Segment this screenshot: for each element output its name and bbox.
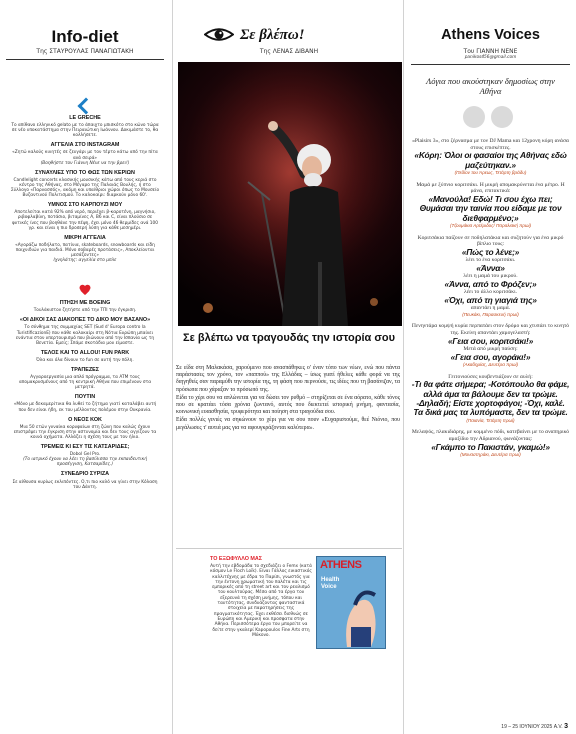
item-title: ΤΡΑΠΕΖΕΣ — [71, 367, 99, 373]
item-candlelight — [10, 171, 160, 198]
item-title: «ΟΙ ΔΙΚΟΙ ΣΑΣ ΔΙΑΚΟΠΕΣ ΤΟ ΔΙΚΟ ΜΟΥ ΒΑΣΑΝΟ» — [19, 317, 151, 324]
title-rule — [6, 59, 164, 60]
voice-source: (Πευκάκι, Παρασκευή πρωί) — [462, 311, 519, 317]
item-text: Σε αίθουσα κυρίως εκλιπόντες. Ο,τι πιο καλό να γίνει στην Κόλαση του Δάντη. — [12, 479, 158, 490]
voice-quote: -Τι θα φάτε σήμερα; -Κοτόπουλο θα φάμε, αλλά άμα τα βάλουμε δεν τα τρώμε. -Δηλαδή; Είστε χορτοφάγοι; -Όχι, καλέ. Τα δικά μας τα λυπόμαστε, δεν τα τρώμε. — [411, 379, 570, 418]
athens-voices-title: Athens Voices — [441, 27, 540, 43]
item-banks — [10, 368, 160, 390]
voice-lead: λέει η μαμά του μικρού. — [463, 273, 518, 280]
article-headline: Σε βλέπω να τραγουδάς την ιστορία σου — [182, 332, 396, 344]
voice-quote: «Κόρη: Όλοι οι φασαίοι της Αθήνας εδώ μαζεύτηκαν.» — [414, 150, 567, 170]
voice-quote: «Πώς το λένε;» — [461, 246, 520, 257]
voice-lead: Μετά από μικρή παύση: — [463, 345, 518, 352]
voice-item-5 — [411, 374, 570, 425]
article-paragraph: Σε είδα στη Μαλακάσα, χαρούμενο που ανασπάθηκες ο' έναν τόπο των νέων, ενώ που πάντα παράστασες τον χρόνο, τον «παππού» της Ελλάδας – ίσως γιατί ήθελες κάθε φορά να της διηγηθείς σαν παραμύθι την ιστορία της, τη φάση που περνούσε, τις ιδέες που τη βασάνιζαν, τα πρόσωπα που χάραξαν το πρόσωπό της. — [176, 365, 400, 393]
cover-artwork — [337, 587, 383, 647]
item-text: Το απίθανο ελληνικό gelato με το άπαιχτο μπισκότο στο κώνο τώρα σε νέο υποκατάστημα στην Πειραιώτικη Ιωάννου. Δοκιμάστε το, θα κολλήσετε. — [11, 123, 159, 139]
item-source: Ιχνηλάτης: αγγελία στο μπλε — [53, 258, 117, 264]
se-vlepo-title: Σε βλέπω! — [240, 27, 305, 43]
item-text: «Αγοράζω ποδήλατο, πατίνια, skateboards, snowboards και είδη παιχνιδιών για παιδιά. Μόνο σοβαρές προτάσεις», Αποκλείονται μεσάζοντες» — [15, 242, 155, 258]
column-divider-right — [403, 0, 404, 734]
item-title: ΜΙΚΡΗ ΑΓΓΕΛΙΑ — [64, 234, 106, 241]
voice-quote: «Μανούλα! Εδώ! Τι σου έχω πει; Θυμάσαι την ταινία που είδαμε με τον διεθφαρμένο;» — [419, 193, 562, 223]
voice-source: (Ακαδημίας, Δευτέρα πρωί) — [462, 361, 519, 367]
item-title: ΤΕΛΟΣ ΚΑΙ ΤΟ ALLOU! FUN PARK — [40, 349, 130, 356]
page-footer — [501, 723, 568, 730]
voice-quote: «Γκάμπο το Πακιστάν, γκαμώ!» — [431, 441, 550, 452]
item-text: Τουλάκιστον ζητήστε από την ΤΠΙ την έγκριση. — [33, 308, 137, 314]
voice-lead: «Plaisirs 3», στο ζέρνασμα με τον DJ Mama και 12χρονη κόρη ανάσα στους επισκέπτες. — [412, 138, 569, 151]
voice-item-3 — [411, 235, 570, 319]
issue-label: A.V. — [553, 724, 563, 730]
voice-lead: απαντάει η μαμά. — [470, 305, 511, 312]
item-title: Ο ΝΕΟΣ ΚΟΚ — [68, 416, 102, 423]
voice-quote: «Γεια σου, κοριτσάκι!» — [447, 335, 534, 346]
voice-item-6 — [411, 429, 570, 458]
voice-lead: Πενηντάρα κομψή κυρία περπατάει στον δρόμο και χτυπάει το κινητό της. Εκείνη απαντάει χαμογελαστή: — [411, 323, 570, 336]
item-title: ΣΥΝΕΔΡΙΟ ΣΥΡΙΖΑ — [60, 471, 110, 478]
concert-photo — [178, 62, 402, 326]
cover-description: Αυτή την εβδομάδα το σχεδιάζει ο Femx (κατά κόσμον Le Floch Loïk). Είναι Γάλλος εικαστικός καλλιτέχνης με έδρα το Παρίσι, γνωστός για την έντονη χρωματική του παλέτα και τις εμπορικές από τη street art και τον ρεαλισμό του κουλτούρας. Μέσα από τα έργα του εξερευνά τη σχέση μνήμης, τόπου και ταυτότητας, συνδυάζοντας φανταστικά στοιχεία με παρατηρήσεις της πραγματικότητας. Έχει εκθέσει διεθνώς σε Ευρώπη και Αμερική και προσφατα στην Αθήνα. Περισσότερα έργα του μπορείτε να δείτε στην γκαλερί Kapopoulos Fine Arts στη Μύκονο. — [210, 564, 312, 638]
voice-quote: «Γεια σου, αγοράκι!» — [450, 351, 531, 362]
voice-lead: Κοριτσάκια παίζουν σε ποδηλατάκια και συζητούν για ένα μικρό βίπλιο τους: — [417, 234, 564, 248]
heart-icon-wrap — [0, 285, 170, 295]
item-title: ΠΤΗΣΗ ΜΕ BOEING — [59, 300, 111, 307]
item-boeing — [10, 301, 160, 313]
voice-lead: Μελαψός, πλακιδιάρης, με κομμένο πόδι, κατεβαίνει με το αναπηρικό αμαξίδιο την Αδριανού, φωνάζοντας: — [411, 429, 570, 442]
item-fun-park — [10, 351, 160, 363]
voice-source: (Παιανία, Τετάρτη πρωί) — [466, 417, 515, 423]
eye-icon — [204, 27, 234, 42]
item-title: ΑΓΓΕΛΙΑ ΣΤΟ INSTAGRAM — [50, 142, 120, 149]
athens-voices-subtitle: Λόγια που ακούστηκαν δημοσίως στην Αθήνα — [426, 76, 555, 96]
article-body — [176, 365, 400, 432]
voice-lead: λέει το ένα κοριτσάκι. — [465, 257, 516, 264]
item-le-greche — [10, 116, 160, 138]
item-text: Μια 50 ετών γυναίκα κορυφαίων στη ζώνη που καλώς έχουν επιστρέψει την έγκριση στην αστυνομία και δεν τους αγγίζουν τα κοινά οχήματα. Αλλάζει η σχέση τους με τον ήλιο. — [13, 424, 157, 440]
voice-item-1 — [411, 138, 570, 177]
voice-source: (Μοναστηράκι, Δευτέρα πρωί) — [460, 451, 521, 457]
heart-icon — [79, 285, 91, 295]
voice-lead: Μαμά με ξύπνιο κοριτσάκι. Η μικρή απομακρύνεται ένα μέτρο. Η μάνα, επιτακτικά: — [416, 181, 565, 195]
voice-quote: «Άννα, από το Φρόζεν;» — [444, 278, 537, 289]
item-source: (Βοηθήστε τον Γιάννη Νένε να την βρει!) — [40, 160, 130, 166]
info-diet-title: Info-diet — [51, 27, 119, 46]
item-syriza — [10, 472, 160, 489]
item-text: Αγγαροεργασία μια απλό πρόγραμμα, τα ATM τους απομακρυσμένους από τη κεντρική Αθήνα που επιμένουν στα μετρητά. — [18, 375, 152, 391]
singer-illustration — [178, 62, 402, 326]
item-source: (Το ιατρικό έχουν να λέει τη βασίλισσα την εκπαιδευτική προσέγγιση, Κατσαρίδες.) — [23, 457, 147, 468]
info-diet-byline: Της ΣΤΑΥΡΟΥΛΑΣ ΠΑΝΑΓΙΩΤΑΚΗ — [36, 48, 134, 55]
title-rule — [411, 64, 570, 65]
cover-headline: Health Voice — [321, 577, 340, 590]
voice-source: (Τζουμάκια Αρτέμιδος/ Παραλιακή πρωί) — [449, 223, 532, 228]
section-rule — [176, 548, 402, 549]
athens-voices-byline: Του ΓΙΑΝΝΗ ΝΕΝΕ — [463, 48, 518, 55]
item-text: Αποτελείται κατά 92% από νερό, περιέχει β-καροτένη, μαγνήσιο, ριβοφλαβίνη, ποτάσιο, βιταμίνες Α, Β6 και C, είναι πλούσιο σε φυτικές ίνες που βοηθάνε την πέψη, έχει μόνο 46 θερμίδες ανά 100 γρ. και είναι η πιο δροσερή λύση για κάθε μεσημέρι. — [11, 210, 159, 231]
item-text: Dobol Gel Pro. — [69, 452, 101, 458]
athens-voices-column — [405, 0, 576, 459]
item-new-kok — [10, 418, 160, 440]
item-holidays — [10, 318, 160, 345]
item-title: ΣΥΝΑΥΛΙΕΣ ΥΠΟ ΤΟ ΦΩΣ ΤΩΝ ΚΕΡΙΩΝ — [35, 169, 135, 176]
chevron-down-icon — [80, 100, 92, 112]
cover-masthead: ATHENS — [320, 559, 362, 571]
cover-section-label: ΤΟ ΕΞΩΦΥΛΛΟ ΜΑΣ — [210, 556, 263, 562]
voice-item-2 — [411, 182, 570, 230]
item-title: ΤΡΕΜΕΙΣ ΚΙ ΕΣΥ ΤΙΣ ΚΑΤΣΑΡΙΔΕΣ; — [40, 444, 130, 451]
article-paragraph: Είδα το χέρι σου να απλώνεται για να δώσει τον ρυθμό – στηρίζεται σε ένα αόρατο, κάθε τόνος που σε κρατάει τόσα χρόνια ζωντανό, αυτός που διεκτετεί ιστορική μνήμη, φαντασία, κοινωνική ευαισθησία, τρυφερότητα και ποίηση στα τραγούδια σου. — [176, 394, 400, 416]
speech-bubbles — [405, 102, 576, 132]
page-number: 3 — [564, 723, 568, 730]
item-small-ad — [10, 236, 160, 263]
voice-source: (Πεδίον του Άρεως, Τετάρτη βράδυ) — [454, 170, 527, 175]
voice-quote: «Όχι, από τη γιαγιά της» — [444, 294, 537, 305]
voice-quote: «Άννα» — [476, 262, 505, 273]
item-title: LE GRECHE — [69, 115, 101, 121]
magazine-cover — [316, 556, 386, 649]
item-title: ΠΟΥΤΙΝ — [74, 394, 96, 401]
item-text: «Μόνο με δεκαμερίτικα θα λυθεί το ζήτημα γιατί καταλάβει αυτή που δεν είναι ήδη, εκ του μέλλοντος πολέμου στην Ουκρανία. — [13, 402, 157, 413]
athens-voices-email: panikos456@gmail.com — [464, 55, 517, 60]
item-text: Candlelight concerts κλασικής μουσικής κάτω από τους κεριά στο κέντρο της Αθήνας, στο Μέγαρο της Παλαιάς Βουλής, ή στο Σύλλογο «Παρνασσός», ακόμη και υπαίθριοι χώροι όπως το Μουσείο Βυζαντινού Πολιτισμού. Το καλοκαίρι: διαρκούν μόνο 60'. — [10, 177, 160, 199]
voice-item-4 — [411, 323, 570, 368]
item-text: «Ζητώ καλούς κινητές σε ζευγάρι με τον τέρτο κάτω από την πίτα ανά σειρά» — [12, 150, 158, 161]
column-divider-left — [172, 0, 173, 734]
issue-date: 19 – 25 ΙΟΥΝΙΟΥ 2025 — [501, 724, 553, 730]
item-instagram — [10, 143, 160, 165]
item-cockroaches — [10, 445, 160, 467]
item-title: ΥΜΝΟΣ ΣΤΟ ΚΑΡΠΟΥΖΙ ΜΟΥ — [47, 202, 123, 209]
item-putin — [10, 395, 160, 412]
voice-lead: Γειτονιούσες κουβεντιάζουν σε αυλή: — [448, 373, 533, 380]
se-vlepo-byline: Της ΛΕΝΑΣ ΔΙΒΑΝΗ — [259, 48, 319, 55]
item-text: Όλα και όλα δίνουν το fun σε αυτή την πόλη. — [36, 357, 134, 363]
item-text: Το σύνθημα της συμμαχίας SET (Sud d' Europa contro la TuristificazionE) που κάθε καλοκαίρι στη Νότια Ευρώπη μπαίνει ενάντια στον υπερτουρισμό που βιώνουν από την Ισπανία ως τη Βενετία. Εμείς; Σπάμε σκοτάδια μου είμαστε. — [15, 325, 155, 346]
speech-bubble-icon — [463, 106, 485, 128]
article-paragraph: Είδα πολλές γενιές να σηκώνουν το χέρι για να σου πουν «Ευχαριστούμε, θεέ Νιόνιο, που μεγάλωσες τ' αυτιά μας για να αφουγκράζονται καλύτερα». — [176, 417, 400, 431]
speech-bubble-icon — [491, 106, 513, 128]
voice-lead: λέει το άλλο κοριτσάκι. — [463, 289, 517, 296]
info-diet-column — [0, 0, 170, 490]
item-watermelon — [10, 203, 160, 230]
